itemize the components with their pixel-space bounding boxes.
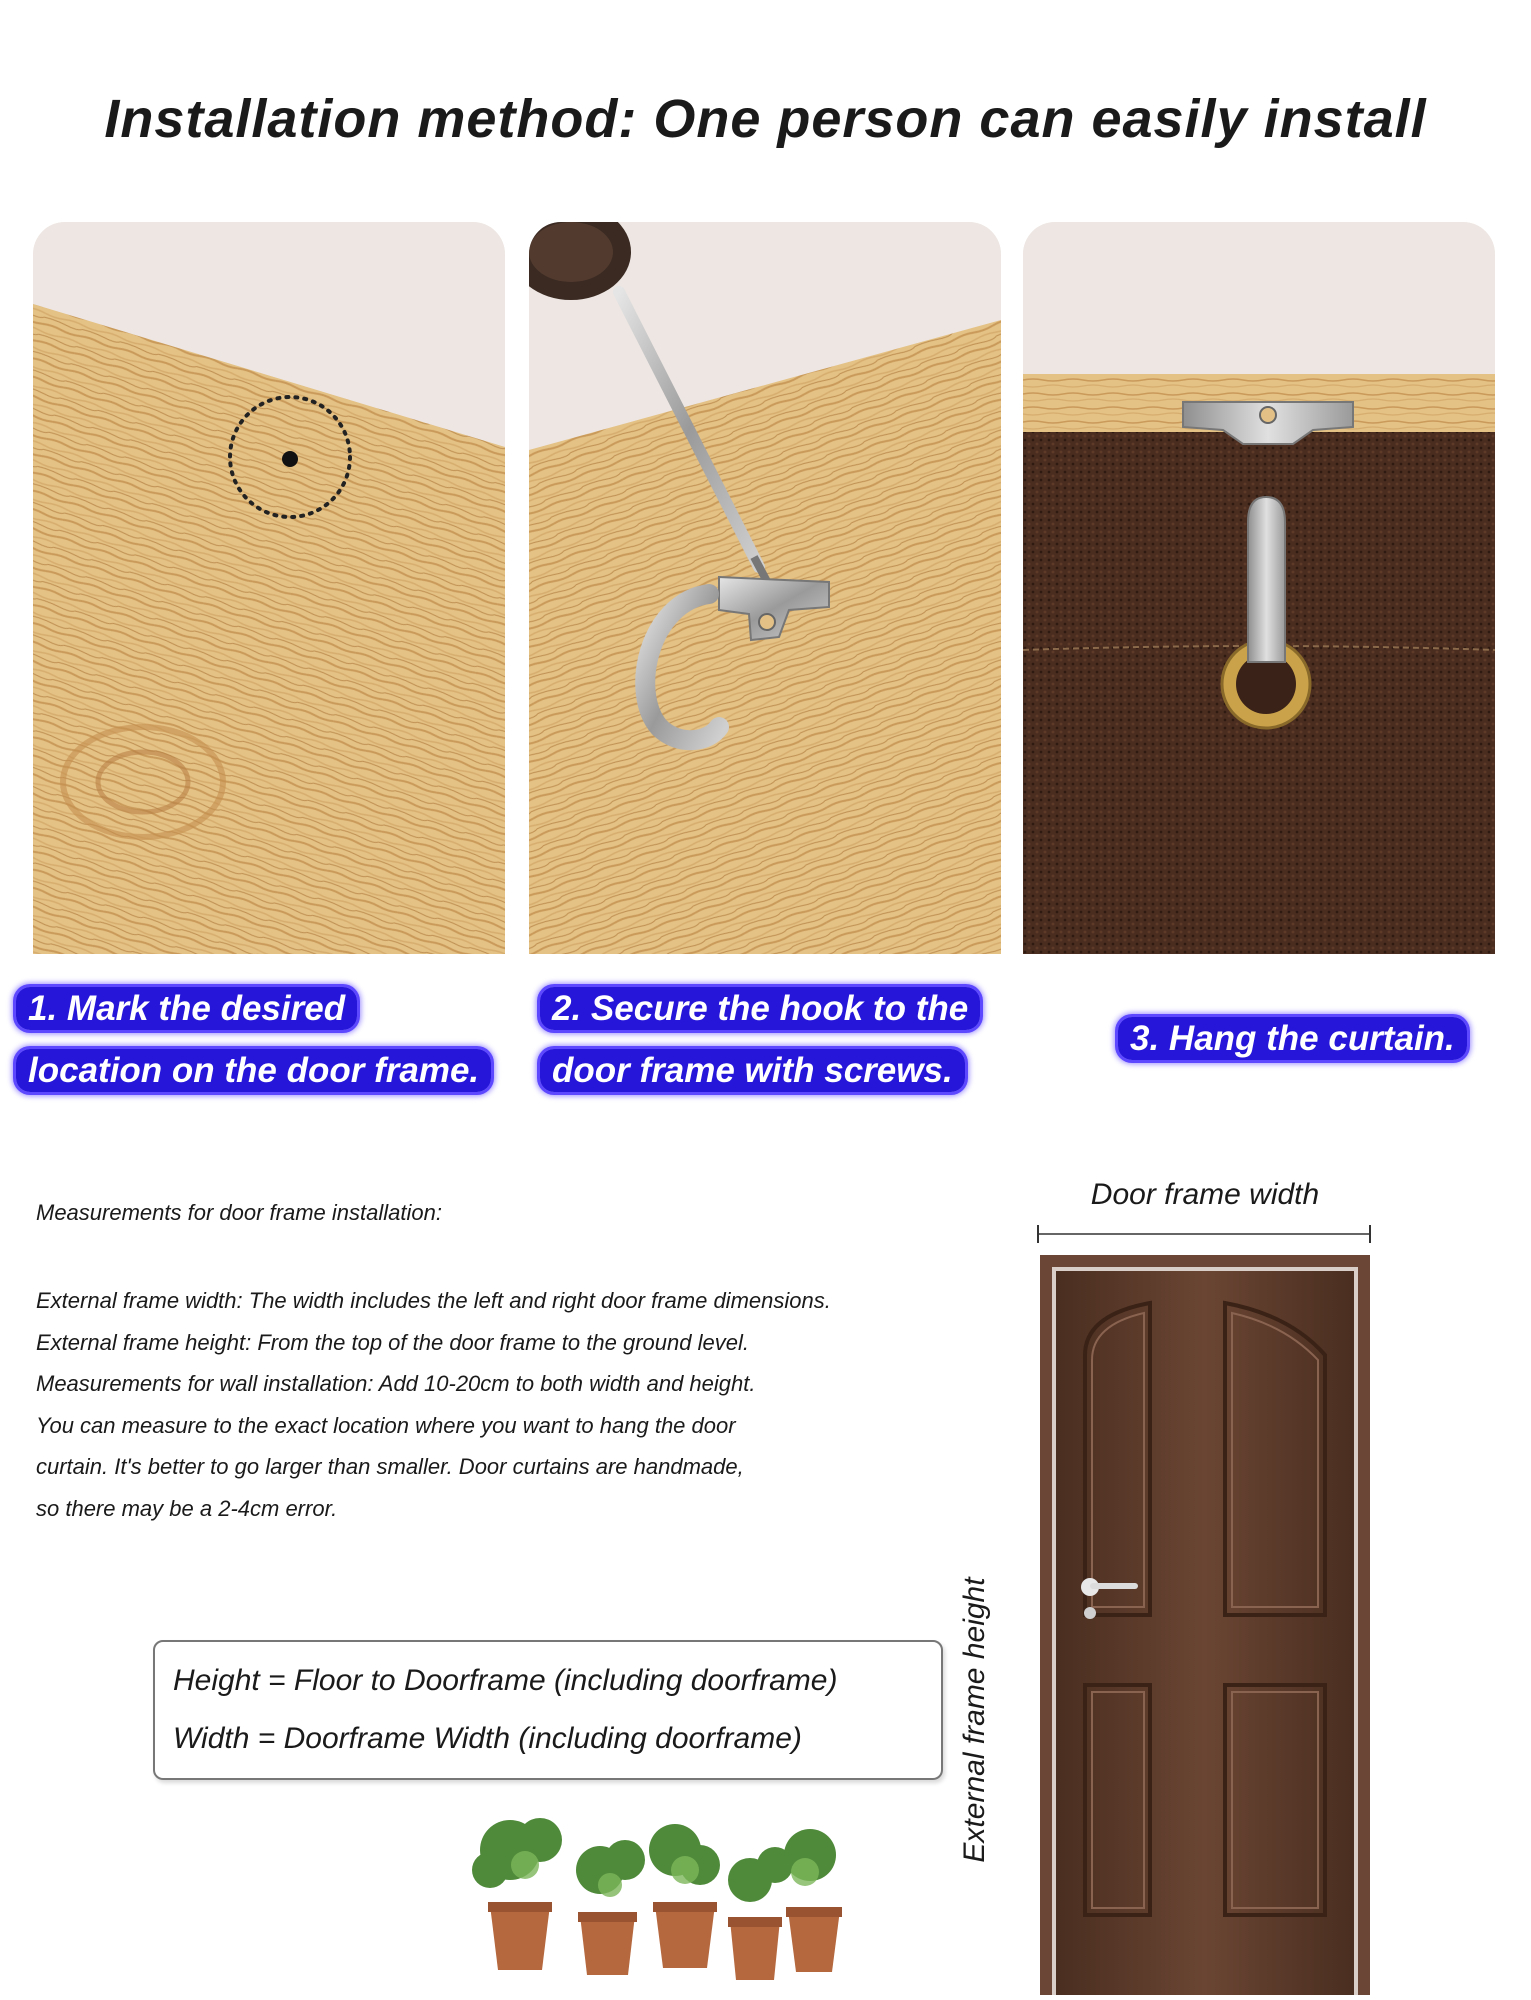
step-2-photo [529,222,1001,954]
measurements-heading: Measurements for door frame installation: [36,1200,442,1225]
measurement-line: so there may be a 2-4cm error. [36,1495,338,1521]
door-frame-width-label: Door frame width [1090,1178,1320,1211]
measurement-line: External frame height: From the top of the door frame to the ground level. [36,1329,749,1355]
height-formula: Height = Floor to Doorframe (including doorframe) [173,1664,838,1697]
step-1-line-1: 1. Mark the desired [16,987,357,1030]
page-title: Installation method: One person can easily install [104,89,1427,149]
measurement-line: Measurements for wall installation: Add 10-20cm to both width and height. [36,1371,756,1396]
width-formula: Width = Doorframe Width (including doorframe) [173,1722,802,1755]
door-diagram [1030,1195,1450,2000]
measurements-text [36,1280,976,1529]
step-3-line-1: 3. Hang the curtain. [1118,1017,1467,1060]
formula-box [153,1640,943,1780]
step-3-photo [1023,222,1495,954]
step-2-label [540,978,1000,1102]
external-frame-height-text: External frame height [958,1577,991,1863]
measurement-line: External frame width: The width includes the left and right door frame dimensions. [36,1288,831,1313]
door-icon [1040,1255,1370,1995]
step-2-line-1: 2. Secure the hook to the [540,987,980,1030]
measurement-line: curtain. It's better to go larger than smaller. Door curtains are handmade, [36,1454,744,1479]
step-3-label [1118,1008,1498,1070]
measurement-line: You can measure to the exact location where you want to hang the door [36,1412,736,1438]
step-1-photo [33,222,505,954]
step-1-line-2: location on the door frame. [16,1049,491,1092]
step-2-line-2: door frame with screws. [540,1049,965,1092]
step-1-label [16,978,516,1102]
plant-pots-icon [470,1810,850,1995]
